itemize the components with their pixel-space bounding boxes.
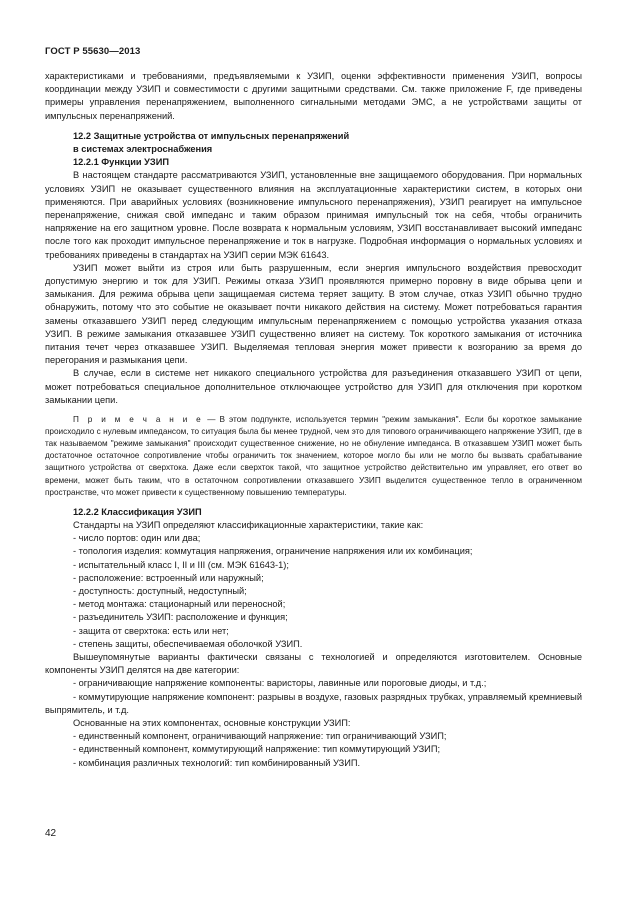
- section-heading-line2: в системах электроснабжения: [73, 144, 213, 155]
- page-number: 42: [45, 828, 57, 839]
- functions-paragraph-3: В случае, если в системе нет никакого специального устройства для разъединения отказавшего УЗИП от цепи, может потребоваться специальное дополнительное отключающее устройство для УЗИП для отключения при коротком замыкании цепи.: [45, 368, 582, 405]
- list-item: - единственный компонент, ограничивающий напряжение: тип ограничивающий УЗИП;: [73, 731, 447, 742]
- list-item: - степень защиты, обеспечиваемая оболочкой УЗИП.: [73, 638, 303, 649]
- list-item: - коммутирующие напряжение компонент: разрывы в воздухе, газовых разрядных трубках, управляемый кремниевый выпрямитель, и т.д.: [45, 691, 582, 715]
- section-heading-line1: 12.2 Защитные устройства от импульсных перенапряжений: [73, 130, 350, 141]
- functions-paragraph-2: УЗИП может выйти из строя или быть разрушенным, если энергия импульсного воздействия превосходит допустимую энергию и ток для УЗИП. Режимы отказа УЗИП проявляются примерно поровну в виде обрыва цепи и замыкания. Для режима обрыва цепи защищаемая система теряет защиту. В этом случае, отказ УЗИП обычно трудно обнаружить, потому что это событие не оказывает почти никакого действия на систему. Может потребоваться гарантия замены отказавшего УЗИП перед следующим импульсным перенапряжением с помощью устройства указания отказа УЗИП. В режиме замыкания отказавшее УЗИП существенно влияет на систему. Ток короткого замыкания от источника питания течет через отказавшее УЗИП. Выделяемая тепловая энергия может привести к возгоранию за время до перегорания и размыкания цепи.: [45, 262, 582, 366]
- subsection-heading-functions: 12.2.1 Функции УЗИП: [73, 157, 170, 168]
- subsection-heading-classification: 12.2.2 Классификация УЗИП: [73, 506, 202, 517]
- list-item: - защита от сверхтока: есть или нет;: [73, 625, 229, 636]
- list-item: - метод монтажа: стационарный или переносной;: [73, 599, 286, 610]
- note-paragraph: [45, 414, 582, 499]
- list-item: - разъединитель УЗИП: расположение и функция;: [73, 612, 288, 623]
- classification-intro: Стандарты на УЗИП определяют классификационные характеристики, такие как:: [73, 519, 424, 530]
- document-header: ГОСТ Р 55630—2013: [45, 46, 141, 57]
- list-item: - топология изделия: коммутация напряжения, ограничение напряжения или их комбинация;: [73, 546, 473, 557]
- list-item: - доступность: доступный, недоступный;: [73, 585, 247, 596]
- list-item: - комбинация различных технологий: тип комбинированный УЗИП.: [73, 757, 361, 768]
- list-item: - число портов: один или два;: [73, 533, 201, 544]
- note-label: П р и м е ч а н и е: [73, 415, 204, 425]
- list-item: - единственный компонент, коммутирующий напряжение: тип коммутирующий УЗИП;: [73, 744, 441, 755]
- page-content: [45, 70, 582, 770]
- list-item: - испытательный класс I, II и III (см. МЭК 61643-1);: [73, 559, 289, 570]
- designs-paragraph: Основанные на этих компонентах, основные конструкции УЗИП:: [73, 717, 351, 728]
- components-paragraph: Вышеупомянутые варианты фактически связаны с технологией и определяются изготовителем. Основные компоненты УЗИП делятся на две категории:: [45, 651, 582, 676]
- note-text: — В этом подпункте, используется термин "режим замыкания". Если бы короткое замыкание происходило с нулевым импедансом, то ситуация была бы менее трудной, чем это для типового ограничивающего напряжение УЗИП, где в так называемом "режиме замыкания" происходит существенное снижение, но не обнуление импеданса. В отказавшем УЗИП может быть достаточное остаточное сопротивление чтобы ограничить ток значением, которое могло бы или не могло бы вызвать срабатывание защитного устройства от сверхтока. Даже если сверхток такой, что защитное устройство действительно им управляет, его ответ во времени, может быть таким, что в остаточном сопротивлении отказавшего УЗИП выделится существенное тепло в ограниченном пространстве, что может привести к существенному повышению температуры.: [45, 415, 582, 497]
- list-item: - ограничивающие напряжение компоненты: варисторы, лавинные или пороговые диоды, и т.д.;: [73, 678, 487, 689]
- list-item: - расположение: встроенный или наружный;: [73, 572, 264, 583]
- functions-paragraph-1: В настоящем стандарте рассматриваются УЗИП, установленные вне защищаемого оборудования. При нормальных условиях УЗИП не оказывает существенного влияния на эксплуатационные характеристики систем, в которых они применяются. При аварийных условиях (возникновение импульсного перенапряжения), УЗИП реагирует на импульсное перенапряжение, снижая свой импеданс и таким образом принимая импульсный ток на себя, чтобы ограничить напряжение на его защитном уровне. После возврата к нормальным условиям, УЗИП восстанавливает высокий импеданс после того как проходит импульсное перенапряжение и ток в нагрузке. Подробная информация о нормальных условиях и требованиях приведены в стандартах на УЗИП серии МЭК 61643.: [45, 170, 582, 260]
- intro-paragraph: характеристиками и требованиями, предъявляемыми к УЗИП, оценки эффективности применения УЗИП, вопросы координации между УЗИП и совместимости с другими защитными средствами. См. также приложение F, где приведены примеры управления перенапряжением, выполненного сигнальными методами ЭМС, а не устройствами защиты от импульсных перенапряжений.: [45, 71, 582, 121]
